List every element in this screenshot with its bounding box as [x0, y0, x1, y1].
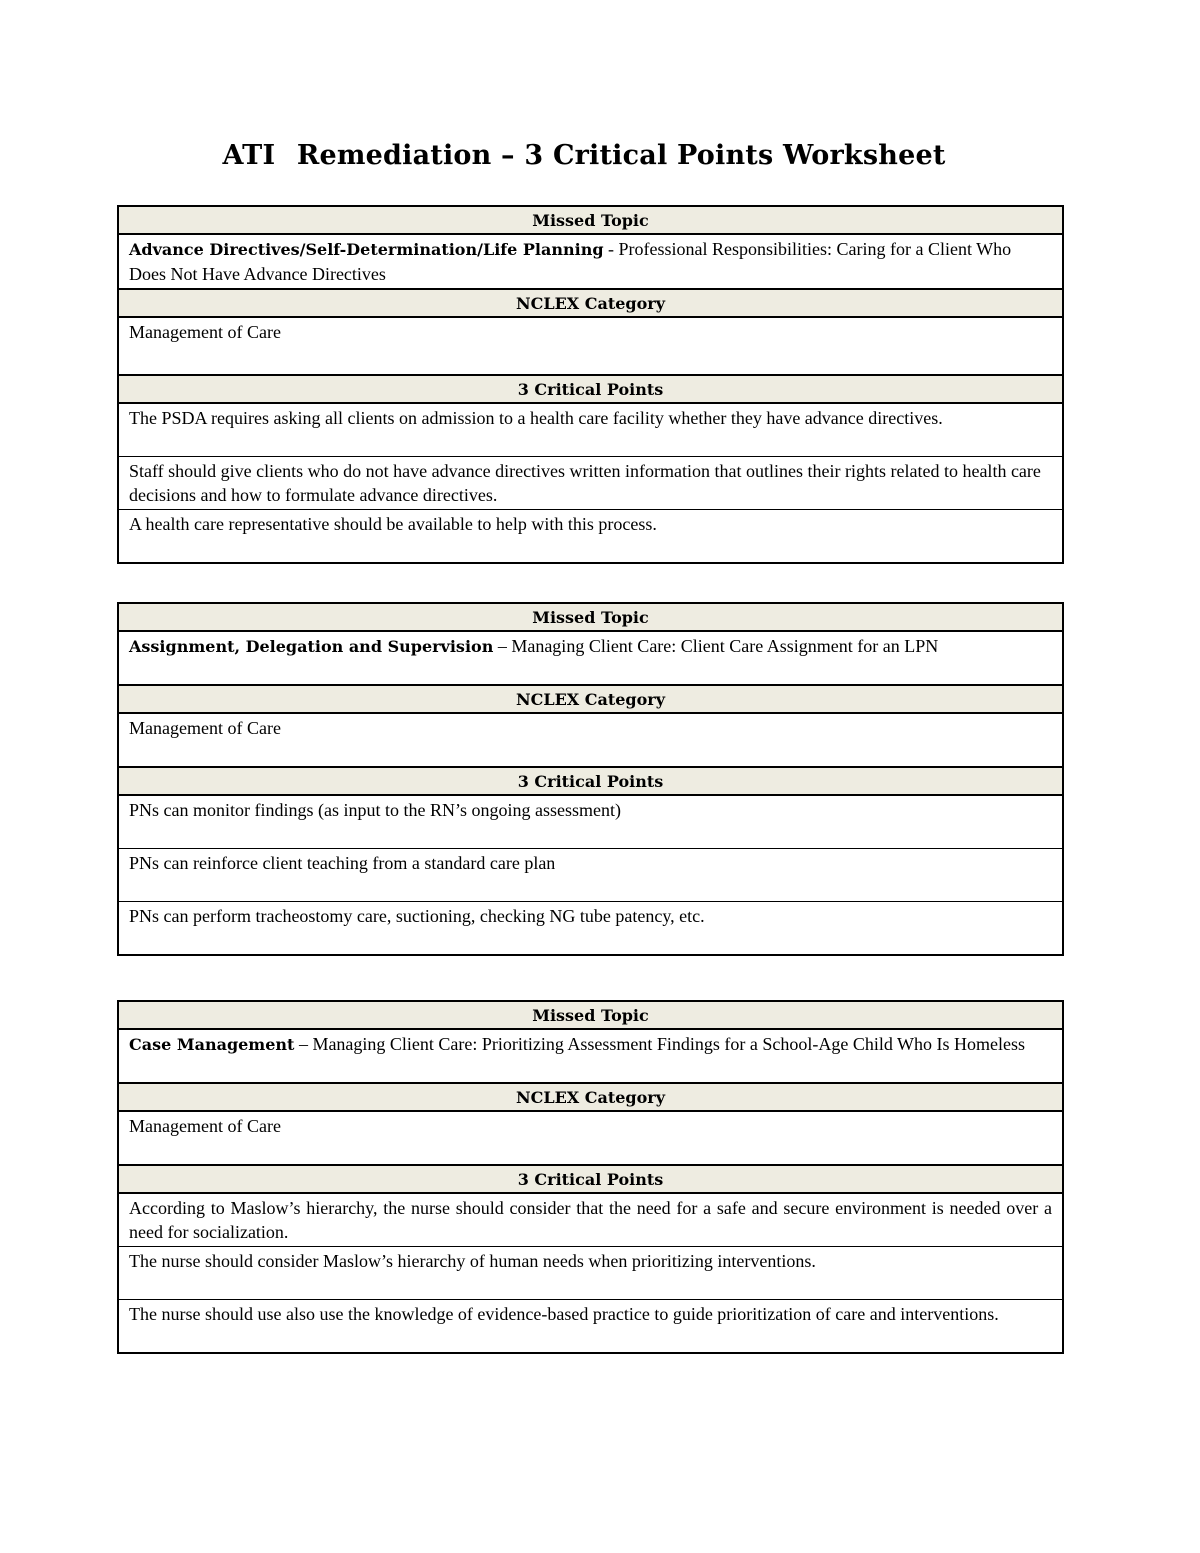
- topic-rest: - Professional Responsibilities: Caring for a Client Who Does Not Have Advance Directives: [129, 239, 1012, 284]
- topic-bold: Assignment, Delegation and Supervision: [129, 637, 494, 656]
- missed-topic-cell: [118, 234, 1063, 289]
- critical-point-1: According to Maslow’s hierarchy, the nurse should consider that the need for a safe and secure environment is needed over a need for socialization.: [118, 1193, 1063, 1247]
- critical-point-3: The nurse should use also use the knowledge of evidence-based practice to guide prioritization of care and interventions.: [118, 1300, 1063, 1354]
- missed-topic-header: Missed Topic: [118, 603, 1063, 631]
- worksheet-table-1: [117, 205, 1064, 564]
- topic-rest: – Managing Client Care: Client Care Assignment for an LPN: [493, 636, 939, 656]
- critical-points-header: 3 Critical Points: [118, 375, 1063, 403]
- critical-point-2: PNs can reinforce client teaching from a standard care plan: [118, 849, 1063, 902]
- nclex-category-cell: Management of Care: [118, 317, 1063, 375]
- critical-point-3: A health care representative should be available to help with this process.: [118, 510, 1063, 564]
- topic-rest: – Managing Client Care: Prioritizing Assessment Findings for a School-Age Child Who Is Homeless: [294, 1034, 1026, 1054]
- title-ati: ATI: [222, 140, 276, 171]
- critical-points-header: 3 Critical Points: [118, 767, 1063, 795]
- topic-bold: Case Management: [129, 1035, 295, 1054]
- missed-topic-header: Missed Topic: [118, 206, 1063, 234]
- nclex-category-header: NCLEX Category: [118, 685, 1063, 713]
- worksheet-table-2: [117, 602, 1064, 956]
- critical-point-1: The PSDA requires asking all clients on admission to a health care facility whether they have advance directives.: [118, 403, 1063, 457]
- worksheet-table-3: [117, 1000, 1064, 1354]
- missed-topic-cell: [118, 1029, 1063, 1083]
- critical-point-2: Staff should give clients who do not have advance directives written information that outlines their rights related to health care decisions and how to formulate advance directives.: [118, 457, 1063, 510]
- missed-topic-cell: [118, 631, 1063, 685]
- nclex-category-header: NCLEX Category: [118, 1083, 1063, 1111]
- critical-point-2: The nurse should consider Maslow’s hierarchy of human needs when prioritizing interventions.: [118, 1247, 1063, 1300]
- nclex-category-cell: Management of Care: [118, 1111, 1063, 1165]
- nclex-category-cell: Management of Care: [118, 713, 1063, 767]
- critical-point-3: PNs can perform tracheostomy care, suctioning, checking NG tube patency, etc.: [118, 902, 1063, 956]
- missed-topic-header: Missed Topic: [118, 1001, 1063, 1029]
- nclex-category-header: NCLEX Category: [118, 289, 1063, 317]
- topic-bold: Advance Directives/Self-Determination/Life Planning: [129, 240, 604, 259]
- title-rest: Remediation – 3 Critical Points Worksheet: [296, 140, 946, 171]
- page-title: [0, 140, 1168, 171]
- critical-point-1: PNs can monitor findings (as input to the RN’s ongoing assessment): [118, 795, 1063, 849]
- critical-points-header: 3 Critical Points: [118, 1165, 1063, 1193]
